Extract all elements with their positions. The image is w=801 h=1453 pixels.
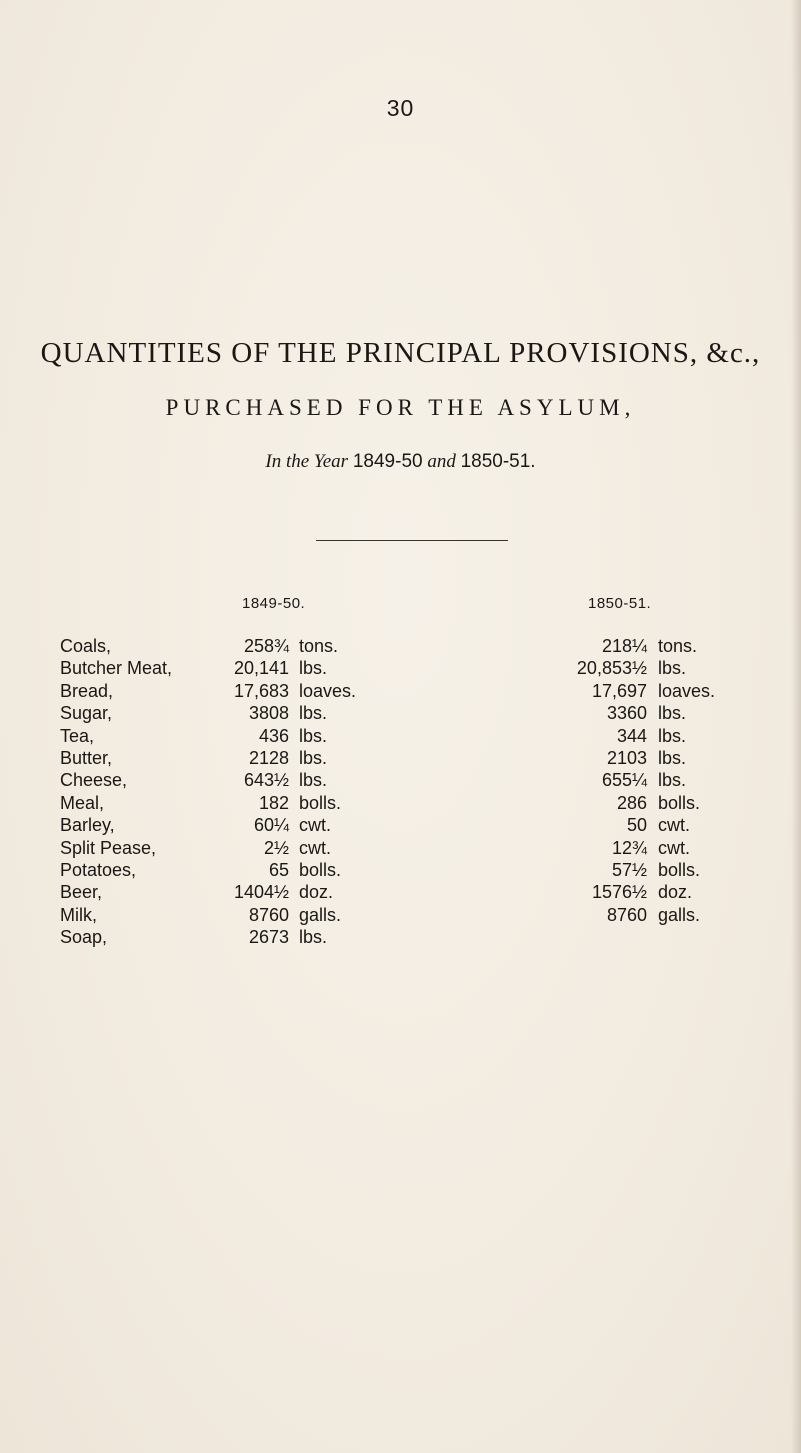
row-quantity-1849-50: 60¼ <box>253 815 289 836</box>
row-unit-1850-51: lbs. <box>658 658 687 679</box>
table-row <box>0 681 801 703</box>
row-item-name: Sugar, <box>60 703 113 724</box>
row-unit-1850-51: bolls. <box>658 860 701 880</box>
row-item-name: Beer, <box>60 882 103 903</box>
year-caption <box>0 451 801 473</box>
row-quantity-1849-50: 8760 <box>248 904 289 925</box>
row-item-name: Cheese, <box>60 770 128 791</box>
row-unit-1850-51: loaves. <box>658 680 716 701</box>
row-unit-1849-50: lbs. <box>299 927 328 948</box>
page-title: QUANTITIES OF THE PRINCIPAL PROVISIONS, &c., <box>40 337 761 369</box>
row-quantity-1850-51: 50 <box>626 815 647 836</box>
row-quantity-1850-51: 286 <box>616 792 647 813</box>
page-number: 30 <box>386 95 415 121</box>
column-header-1849-50: 1849-50. <box>242 595 306 612</box>
row-quantity-1850-51: 57½ <box>611 860 647 880</box>
row-unit-1850-51: lbs. <box>658 703 687 724</box>
row-unit-1849-50: lbs. <box>299 703 328 724</box>
row-quantity-1849-50: 20,141 <box>233 658 289 679</box>
row-unit-1849-50: bolls. <box>299 792 342 813</box>
row-unit-1850-51: lbs. <box>658 748 687 768</box>
row-unit-1850-51: doz. <box>658 882 693 903</box>
row-item-name: Split Pease, <box>60 837 157 858</box>
row-unit-1849-50: doz. <box>299 882 334 903</box>
row-quantity-1849-50: 2½ <box>263 837 289 858</box>
row-unit-1849-50: bolls. <box>299 860 342 880</box>
row-unit-1849-50: galls. <box>299 904 342 925</box>
row-quantity-1850-51: 20,853½ <box>576 658 647 679</box>
row-item-name: Bread, <box>60 680 114 701</box>
row-quantity-1850-51: 1576½ <box>591 882 647 903</box>
row-unit-1850-51: tons. <box>658 636 698 656</box>
row-quantity-1850-51: 218¼ <box>601 636 647 656</box>
row-unit-1850-51: cwt. <box>658 815 691 836</box>
row-quantity-1850-51: 12¾ <box>611 837 647 858</box>
table-row <box>0 927 801 949</box>
row-item-name: Milk, <box>60 904 97 925</box>
row-quantity-1850-51: 8760 <box>606 904 647 925</box>
row-item-name: Tea, <box>60 725 95 746</box>
row-unit-1849-50: cwt. <box>299 815 332 836</box>
table-row <box>0 793 801 815</box>
row-item-name: Butter, <box>60 748 113 768</box>
table-row <box>0 636 801 658</box>
row-quantity-1850-51: 17,697 <box>591 680 647 701</box>
row-quantity-1850-51: 344 <box>616 725 647 746</box>
row-unit-1849-50: lbs. <box>299 770 328 791</box>
table-row <box>0 658 801 680</box>
row-quantity-1850-51: 3360 <box>606 703 647 724</box>
row-unit-1849-50: lbs. <box>299 748 328 768</box>
row-item-name: Potatoes, <box>60 860 137 880</box>
divider-rule <box>316 540 508 541</box>
row-quantity-1849-50: 2128 <box>248 748 289 768</box>
table-row <box>0 838 801 860</box>
table-row <box>0 726 801 748</box>
row-unit-1850-51: lbs. <box>658 725 687 746</box>
row-item-name: Butcher Meat, <box>60 658 173 679</box>
page-subtitle: PURCHASED FOR THE ASYLUM, <box>165 395 636 420</box>
row-unit-1849-50: lbs. <box>299 725 328 746</box>
row-item-name: Coals, <box>60 636 112 656</box>
year-caption-prefix: In the Year <box>265 451 349 472</box>
row-item-name: Meal, <box>60 792 105 813</box>
row-quantity-1849-50: 258¾ <box>243 636 289 656</box>
row-unit-1849-50: loaves. <box>299 680 357 701</box>
row-unit-1849-50: cwt. <box>299 837 332 858</box>
row-quantity-1849-50: 436 <box>258 725 289 746</box>
row-unit-1850-51: bolls. <box>658 792 701 813</box>
row-quantity-1849-50: 1404½ <box>233 882 289 903</box>
row-quantity-1849-50: 65 <box>268 860 289 880</box>
table-row <box>0 770 801 792</box>
row-unit-1850-51: lbs. <box>658 770 687 791</box>
table-row <box>0 882 801 904</box>
table-row <box>0 748 801 770</box>
column-header-1850-51: 1850-51. <box>588 595 652 612</box>
row-quantity-1850-51: 655¼ <box>601 770 647 791</box>
row-unit-1849-50: tons. <box>299 636 339 656</box>
row-quantity-1849-50: 643½ <box>243 770 289 791</box>
row-unit-1850-51: cwt. <box>658 837 691 858</box>
year-caption-joiner: and <box>427 451 456 472</box>
row-quantity-1849-50: 17,683 <box>233 680 289 701</box>
table-row <box>0 860 801 882</box>
row-quantity-1849-50: 2673 <box>248 927 289 948</box>
table-row <box>0 703 801 725</box>
row-unit-1849-50: lbs. <box>299 658 328 679</box>
row-item-name: Barley, <box>60 815 115 836</box>
row-quantity-1849-50: 182 <box>258 792 289 813</box>
row-quantity-1849-50: 3808 <box>248 703 289 724</box>
row-unit-1850-51: galls. <box>658 904 701 925</box>
table-row <box>0 905 801 927</box>
year-caption-year1: 1849-50 <box>352 451 423 472</box>
year-caption-year2: 1850-51. <box>460 451 536 472</box>
row-item-name: Soap, <box>60 927 108 948</box>
table-row <box>0 815 801 837</box>
row-quantity-1850-51: 2103 <box>606 748 647 768</box>
